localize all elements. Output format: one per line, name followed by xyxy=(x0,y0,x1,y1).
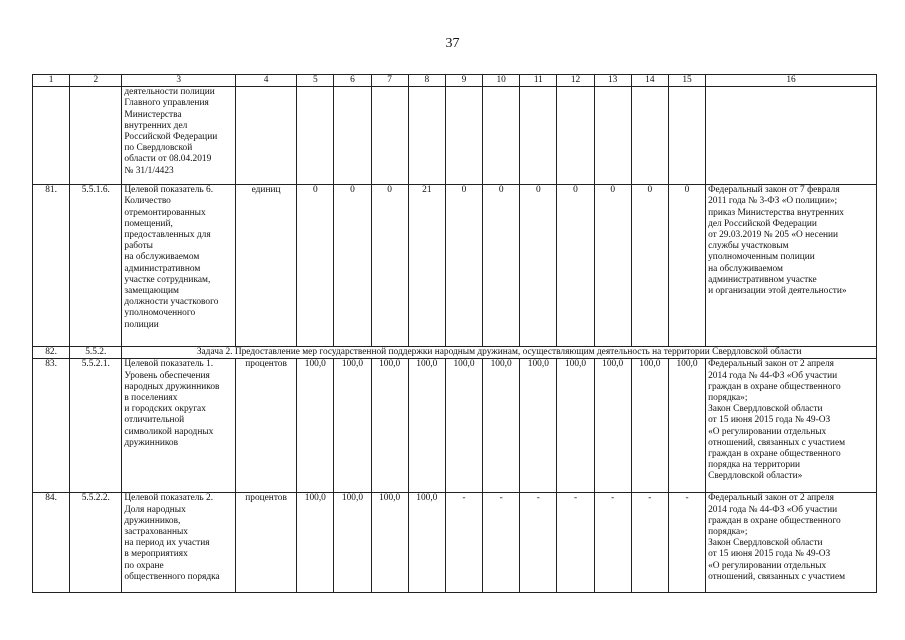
column-header: 1 xyxy=(33,75,70,87)
value-cell: - xyxy=(520,493,557,593)
legal-basis: Федеральный закон от 7 февраля 2011 года № 3-ФЗ «О полиции»; приказ Министерства внутренних дел Российской Федерации от 29.03.2019 № 205 «О несении службы участковым уполномоченным полиции на обслуживаемом административном участке и организации этой деятельности» xyxy=(706,185,877,347)
column-header: 14 xyxy=(631,75,668,87)
unit: единиц xyxy=(235,185,296,347)
value-cell: 100,0 xyxy=(334,493,371,593)
indicator-name: деятельности полиции Главного управления Министерства внутренних дел Российской Федерации по Свердловской области от 08.04.2019 № 31/1/4423 xyxy=(122,87,236,185)
column-header: 13 xyxy=(594,75,631,87)
value-cell: 100,0 xyxy=(557,359,594,493)
row-number: 82. xyxy=(33,347,70,359)
indicator-name: Целевой показатель 2. Доля народных дружинников, застрахованных на период их участия в мероприятиях по охране общественного порядка xyxy=(122,493,236,593)
value-cell: 100,0 xyxy=(483,359,520,493)
column-header: 5 xyxy=(297,75,334,87)
row-code: 5.5.2.2. xyxy=(70,493,122,593)
page-number: 37 xyxy=(445,36,460,51)
column-header: 10 xyxy=(483,75,520,87)
indicators-table xyxy=(32,74,877,593)
column-numbers-row xyxy=(33,75,877,87)
row-code: 5.5.2.1. xyxy=(70,359,122,493)
value-cell: - xyxy=(557,493,594,593)
column-header: 2 xyxy=(70,75,122,87)
value-cell: 100,0 xyxy=(371,493,408,593)
value-cell: 0 xyxy=(668,185,705,347)
value-cell: 100,0 xyxy=(334,359,371,493)
value-cell: 0 xyxy=(631,185,668,347)
task-row xyxy=(33,347,877,359)
column-header: 7 xyxy=(371,75,408,87)
value-cell: 0 xyxy=(483,185,520,347)
value-cell: 0 xyxy=(520,185,557,347)
value-cell: 100,0 xyxy=(520,359,557,493)
value-cell: 100,0 xyxy=(594,359,631,493)
value-cell: - xyxy=(668,493,705,593)
value-cell: 100,0 xyxy=(297,359,334,493)
row-number: 83. xyxy=(33,359,70,493)
value-cell: 0 xyxy=(445,185,482,347)
value-cell: 21 xyxy=(408,185,445,347)
value-cell: 100,0 xyxy=(408,359,445,493)
column-header: 8 xyxy=(408,75,445,87)
value-cell: - xyxy=(631,493,668,593)
indicator-name: Целевой показатель 6. Количество отремонтированных помещений, предоставленных для работы на обслуживаемом административном участке сотрудникам, замещающим должности участкового уполномоченного полиции xyxy=(122,185,236,347)
value-cell: 0 xyxy=(297,185,334,347)
unit: процентов xyxy=(235,359,296,493)
column-header: 3 xyxy=(122,75,236,87)
column-header: 4 xyxy=(235,75,296,87)
unit: процентов xyxy=(235,493,296,593)
column-header: 9 xyxy=(445,75,482,87)
value-cell: - xyxy=(483,493,520,593)
value-cell: 0 xyxy=(594,185,631,347)
table-row-continuation xyxy=(33,87,877,185)
task-description: Задача 2. Предоставление мер государственной поддержки народным дружинам, осуществляющим деятельность на территории Свердловской области xyxy=(122,347,877,359)
table-row xyxy=(33,359,877,493)
value-cell: 100,0 xyxy=(445,359,482,493)
indicator-name: Целевой показатель 1. Уровень обеспечения народных дружинников в поселениях и городских округах отличительной символикой народных дружинников xyxy=(122,359,236,493)
legal-basis: Федеральный закон от 2 апреля 2014 года № 44-ФЗ «Об участии граждан в охране общественного порядка»; Закон Свердловской области от 15 июня 2015 года № 49-ОЗ «О регулировании отдельных отношений, связанных с участием граждан в охране общественного порядка на территории Свердловской области» xyxy=(706,359,877,493)
row-number: 81. xyxy=(33,185,70,347)
row-number: 84. xyxy=(33,493,70,593)
table-row xyxy=(33,493,877,593)
row-code: 5.5.2. xyxy=(70,347,122,359)
value-cell: 100,0 xyxy=(631,359,668,493)
value-cell: - xyxy=(445,493,482,593)
value-cell: 0 xyxy=(371,185,408,347)
row-code: 5.5.1.6. xyxy=(70,185,122,347)
table-row xyxy=(33,185,877,347)
value-cell: 100,0 xyxy=(297,493,334,593)
value-cell: 100,0 xyxy=(371,359,408,493)
column-header: 12 xyxy=(557,75,594,87)
value-cell: 100,0 xyxy=(668,359,705,493)
value-cell: - xyxy=(594,493,631,593)
column-header: 15 xyxy=(668,75,705,87)
value-cell: 100,0 xyxy=(408,493,445,593)
column-header: 11 xyxy=(520,75,557,87)
column-header: 16 xyxy=(706,75,877,87)
legal-basis: Федеральный закон от 2 апреля 2014 года № 44-ФЗ «Об участии граждан в охране общественного порядка»; Закон Свердловской области от 15 июня 2015 года № 49-ОЗ «О регулировании отдельных отношений, связанных с участием xyxy=(706,493,877,593)
value-cell: 0 xyxy=(557,185,594,347)
column-header: 6 xyxy=(334,75,371,87)
value-cell: 0 xyxy=(334,185,371,347)
